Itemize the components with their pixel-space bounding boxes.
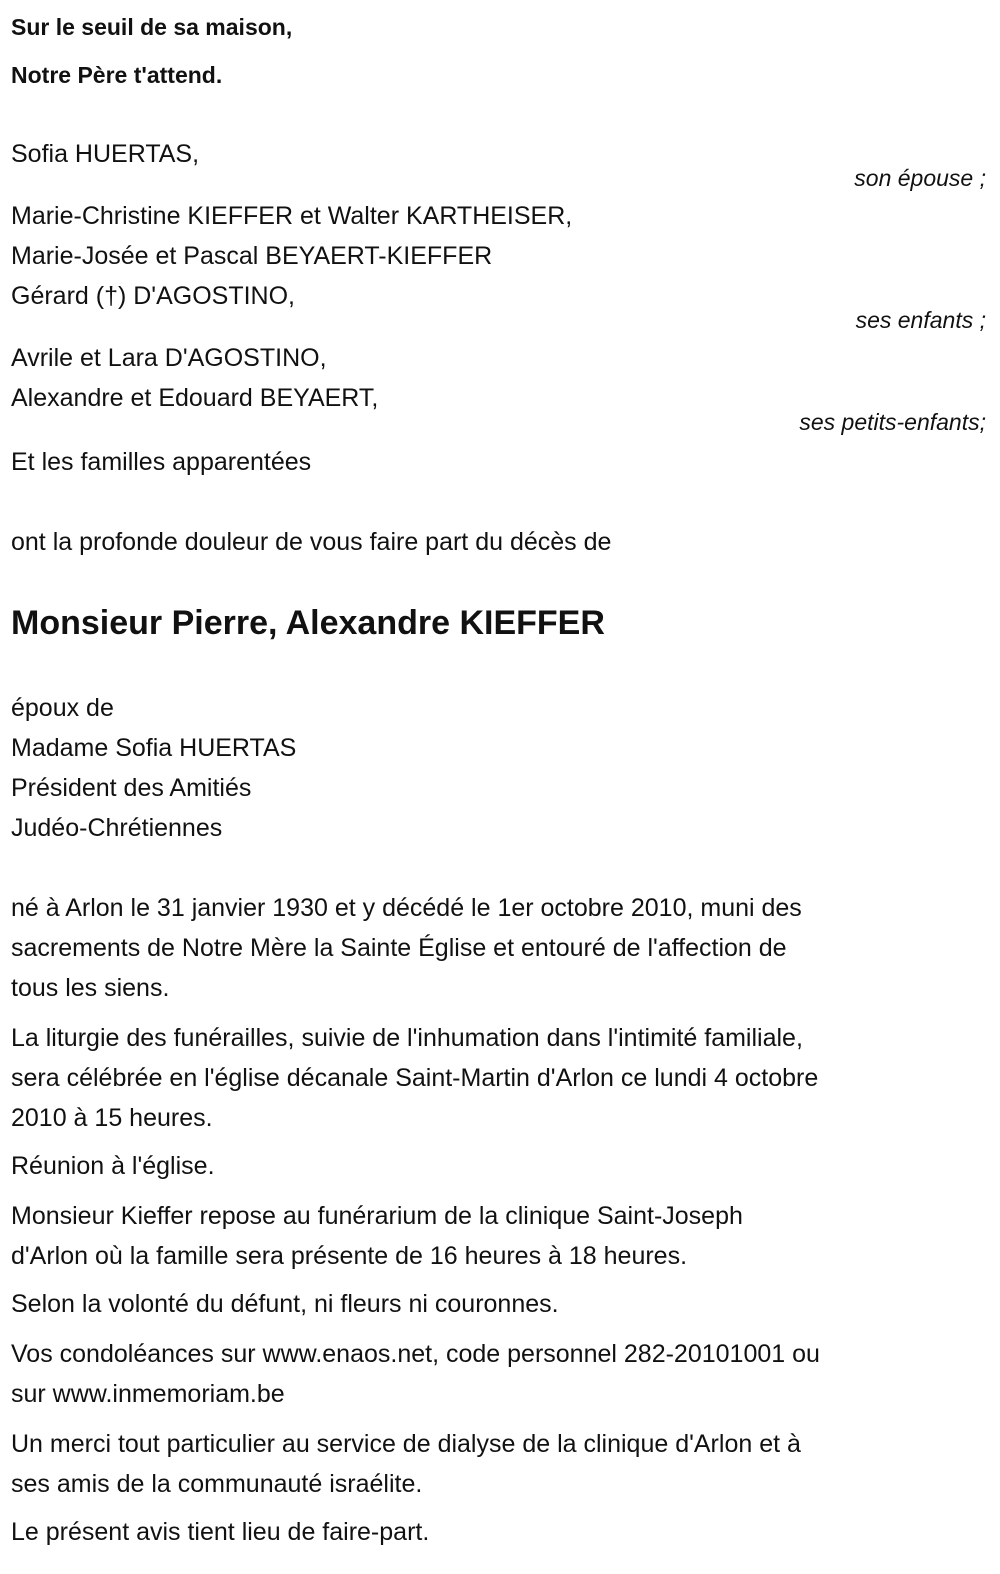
paragraph-line: Un merci tout particulier au service de dialyse de la clinique d'Arlon et à <box>11 1430 801 1458</box>
other-families: Et les familles apparentées <box>11 448 312 476</box>
paragraph-line: né à Arlon le 31 janvier 1930 et y décédé le 1er octobre 2010, muni des <box>11 894 802 922</box>
grandchild-name: Avrile et Lara D'AGOSTINO, <box>11 344 327 372</box>
paragraph-line: Le présent avis tient lieu de faire-part. <box>11 1518 430 1546</box>
paragraph-line: Monsieur Kieffer repose au funérarium de la clinique Saint-Joseph <box>11 1202 743 1230</box>
paragraph-line: La liturgie des funérailles, suivie de l'inhumation dans l'intimité familiale, <box>11 1024 803 1052</box>
paragraph-line: sur www.inmemoriam.be <box>11 1380 285 1408</box>
title-line: Madame Sofia HUERTAS <box>11 734 297 762</box>
paragraph-line: Vos condoléances sur www.enaos.net, code personnel 282-20101001 ou <box>11 1340 820 1368</box>
paragraph-line: d'Arlon où la famille sera présente de 16 heures à 18 heures. <box>11 1242 688 1270</box>
epigraph-line: Notre Père t'attend. <box>11 62 223 88</box>
title-line: Judéo-Chrétiennes <box>11 814 223 842</box>
paragraph-line: ses amis de la communauté israélite. <box>11 1470 423 1498</box>
paragraph-line: tous les siens. <box>11 974 170 1002</box>
paragraph-line: sera célébrée en l'église décanale Saint-Martin d'Arlon ce lundi 4 octobre <box>11 1064 819 1092</box>
child-name: Gérard (†) D'AGOSTINO, <box>11 282 295 310</box>
paragraph-line: sacrements de Notre Mère la Sainte Église et entouré de l'affection de <box>11 934 787 962</box>
paragraph-line: Selon la volonté du défunt, ni fleurs ni couronnes. <box>11 1290 559 1318</box>
deceased-name: Monsieur Pierre, Alexandre KIEFFER <box>11 604 605 642</box>
title-line: Président des Amitiés <box>11 774 252 802</box>
announcement: ont la profonde douleur de vous faire part du décès de <box>11 528 612 556</box>
spouse-role: son épouse ; <box>854 165 986 191</box>
paragraph-line: 2010 à 15 heures. <box>11 1104 213 1132</box>
children-role: ses enfants ; <box>855 307 986 333</box>
child-name: Marie-Christine KIEFFER et Walter KARTHEISER, <box>11 202 573 230</box>
grandchild-name: Alexandre et Edouard BEYAERT, <box>11 384 379 412</box>
grandchildren-role: ses petits-enfants; <box>799 409 986 435</box>
spouse-name: Sofia HUERTAS, <box>11 140 200 168</box>
title-line: époux de <box>11 694 114 722</box>
epigraph-line: Sur le seuil de sa maison, <box>11 14 293 40</box>
child-name: Marie-Josée et Pascal BEYAERT-KIEFFER <box>11 242 493 270</box>
paragraph-line: Réunion à l'église. <box>11 1152 215 1180</box>
